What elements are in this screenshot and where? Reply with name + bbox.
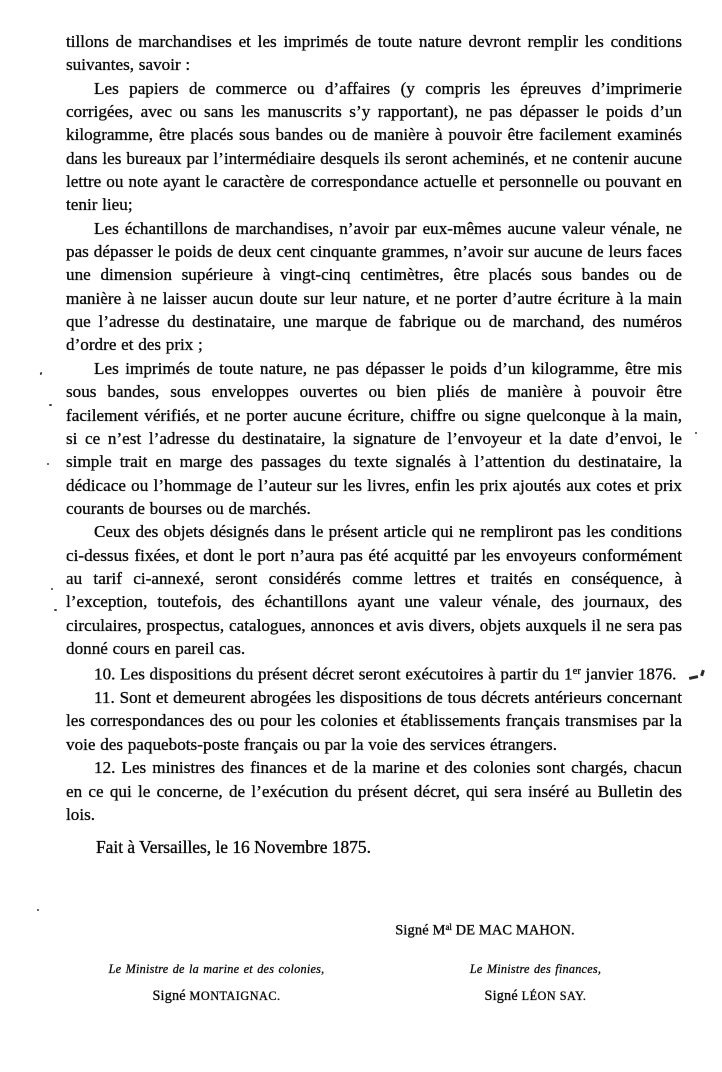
minister-signed-prefix-marine-colonies: Signé bbox=[152, 987, 190, 1004]
signature-area bbox=[66, 922, 682, 1005]
scan-margin-dash-artifact bbox=[689, 675, 698, 679]
head-of-state-title-abbrev-suffix: al bbox=[445, 922, 452, 932]
date-line: Fait à Versailles, le 16 Novembre 1875. bbox=[96, 837, 371, 858]
paragraph-objets-designes: Ceux des objets désignés dans le présent article qui ne rempliront pas les conditions ci-dessus fixées, et dont le port n’aura pas été acquitté par les envoyeurs conformément au tarif ci-annexé, seront considérés comme lettres et traités en conséquence, à l’exception, toutefois, des échantillons ayant une valeur vénale, des journaux, des circulaires, prospectus, catalogues, annonces et avis divers, objets auxquels il ne sera pas donné cours en pareil cas. bbox=[66, 522, 682, 658]
minister-name-montaignac: MONTAIGNAC. bbox=[189, 988, 281, 1003]
scan-speck-artifact bbox=[40, 372, 43, 376]
minister-title-marine-colonies: Le Ministre de la marine et des colonies, bbox=[108, 961, 325, 976]
article-10-text-before: 10. Les dispositions du présent décret seront exécutoires à partir du 1 bbox=[94, 664, 573, 684]
head-of-state-name: DE MAC MAHON. bbox=[451, 922, 575, 939]
article-12: 12. Les ministres des finances et de la marine et des colonies sont chargés, chacun en ce qui le concerne, de l’exécution du présent décret, qui sera inséré au Bulletin des lois. bbox=[66, 758, 682, 824]
head-of-state-signature bbox=[288, 922, 682, 940]
minister-signature-finances bbox=[389, 962, 682, 1005]
scan-speck-artifact bbox=[47, 463, 49, 465]
minister-title-finances: Le Ministre des finances, bbox=[469, 961, 602, 976]
scan-speck-artifact bbox=[51, 588, 53, 590]
scan-speck-artifact bbox=[54, 609, 57, 611]
head-of-state-signature-prefix: Signé M bbox=[395, 922, 446, 939]
paragraph-papiers-de-commerce: Les papiers de commerce ou d’affaires (y compris les épreuves d’imprimerie corrigées, avec ou sans les manuscrits s’y rapportant), ne pas dépasser le poids d’un kilogramme, être placés sous bandes ou de manière à pouvoir être facilement examinés dans les bureaux par l’intermédiaire desquels ils seront acheminés, et ne contenir aucune lettre ou note ayant le caractère de correspondance actuelle et personnelle ou pouvant en tenir lieu; bbox=[66, 78, 682, 215]
article-10-ordinal-suffix: er bbox=[572, 666, 581, 678]
paragraph-continuation: tillons de marchandises et les imprimés de toute nature devront remplir les conditions suivantes, savoir : bbox=[66, 32, 682, 75]
minister-name-leon-say: LÉON SAY. bbox=[521, 988, 587, 1003]
document-text-block bbox=[66, 30, 682, 860]
article-10-text-after: janvier 1876. bbox=[580, 664, 677, 684]
scan-margin-tick-artifact bbox=[700, 670, 705, 677]
article-10 bbox=[66, 660, 682, 686]
minister-signed-marine-colonies bbox=[70, 988, 363, 1005]
scan-speck-artifact bbox=[695, 432, 697, 434]
minister-signed-prefix-finances: Signé bbox=[484, 987, 522, 1004]
scan-speck-artifact bbox=[37, 909, 39, 911]
minister-signature-columns bbox=[66, 962, 682, 1005]
scan-speck-artifact bbox=[49, 404, 52, 406]
paragraph-echantillons: Les échantillons de marchandises, n’avoir par eux-mêmes aucune valeur vénale, ne pas dépasser le poids de deux cent cinquante grammes, n’avoir sur aucune de leurs faces une dimension supérieure à vingt-cinq centimètres, être placés sous bandes ou de manière à ne laisser aucun doute sur leur nature, et ne porter d’autre écriture à la main que l’adresse du destinataire, une marque de fabrique ou de marchand, des numéros d’ordre et des prix ; bbox=[66, 218, 682, 355]
article-11: 11. Sont et demeurent abrogées les dispositions de tous décrets antérieurs concernant les correspondances des ou pour les colonies et établissements français transmises par la voie des paquebots-poste français ou par la voie des services étrangers. bbox=[66, 688, 682, 754]
minister-signed-finances bbox=[389, 988, 682, 1005]
paragraph-imprimes: Les imprimés de toute nature, ne pas dépasser le poids d’un kilogramme, être mis sous bandes, sous enveloppes ouvertes ou bien pliés de manière à pouvoir être facilement vérifiés, et ne porter aucune écriture, chiffre ou signe quelconque à la main, si ce n’est l’adresse du destinataire, la signature de l’envoyeur et la date d’envoi, le simple trait en marge des passages du texte signalés à l’attention du destinataire, la dédicace ou l’hommage de l’auteur sur les livres, enfin les prix ajoutés aux cotes et prix courants de bourses ou de marchés. bbox=[66, 358, 682, 518]
minister-signature-marine-colonies bbox=[70, 962, 363, 1005]
